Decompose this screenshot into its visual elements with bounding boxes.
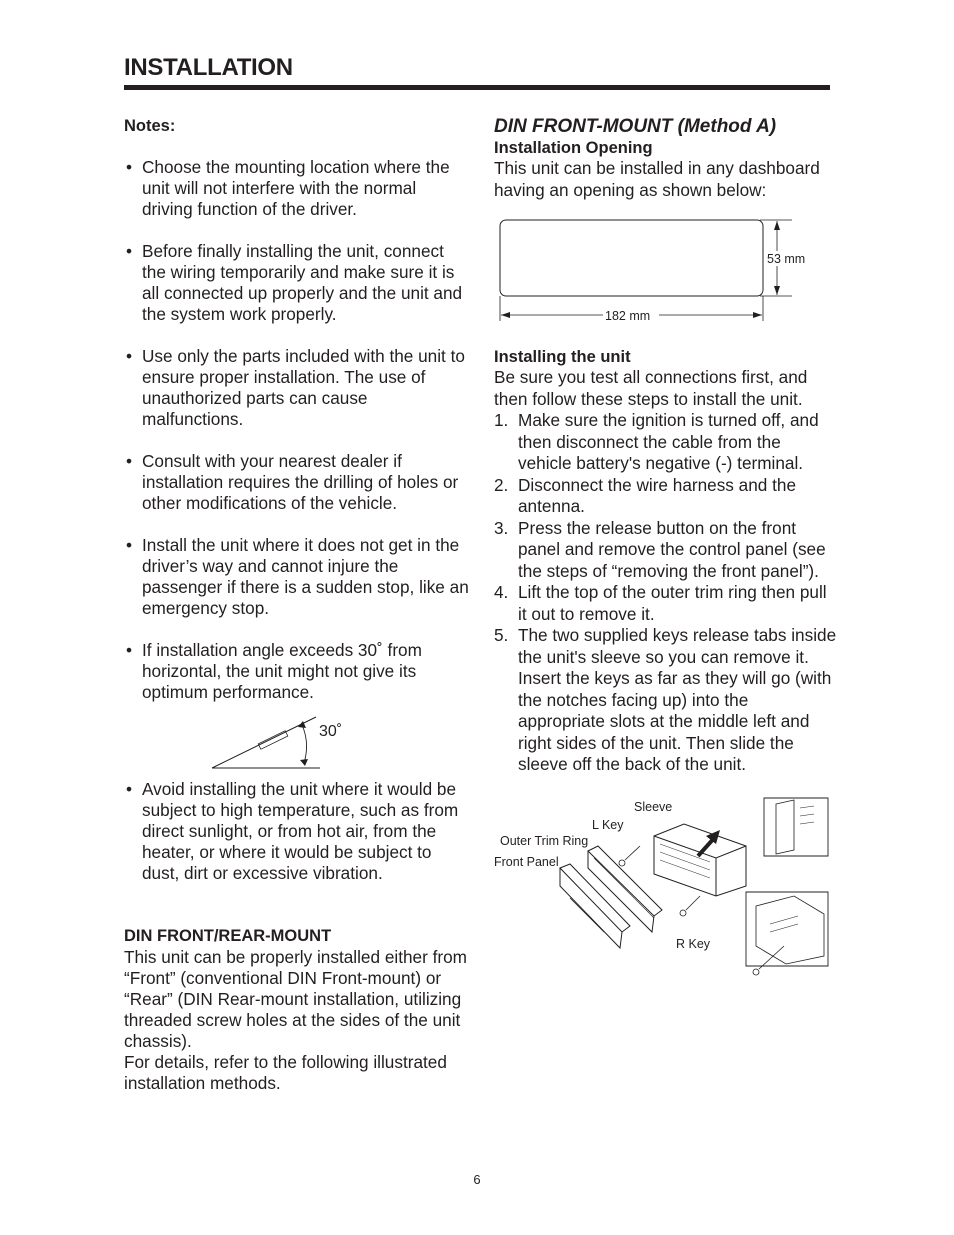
width-arrow-right	[753, 312, 762, 318]
note-item: • Avoid installing the unit where it would be subject to high temperature, such as from direct sunlight, or from hot air, from the heater, or where it would be subject to dust, dirt or excessive vibration.	[124, 779, 469, 884]
step-text: Press the release button on the front panel and remove the control panel (see the steps of “removing the front panel”).	[518, 517, 826, 581]
note-item: • Choose the mounting location where the unit will not interfere with the normal driving function of the driver.	[124, 157, 469, 220]
height-arrow-bottom	[774, 286, 780, 295]
step-number: 5.	[494, 625, 509, 645]
note-item: • Consult with your nearest dealer if installation requires the drilling of holes or other modifications of the vehicle.	[124, 451, 469, 514]
step-number: 1.	[494, 410, 509, 430]
step-item	[494, 475, 839, 518]
note-item: • Use only the parts included with the unit to ensure proper installation. The use of unauthorized parts can cause malfunctions.	[124, 346, 469, 430]
step-item	[494, 582, 839, 625]
step-text: The two supplied keys release tabs inside the unit's sleeve so you can remove it. Insert the keys as far as they will go (with the notches facing up) into the appropriate slots at the middle left and right sides of the unit. Then slide the sleeve off the back of the unit.	[518, 625, 837, 774]
opening-outline	[500, 220, 763, 296]
page-number: 6	[473, 1172, 481, 1187]
sleeve-label: Sleeve	[634, 799, 673, 814]
installation-opening-diagram	[494, 219, 824, 323]
l-key-icon	[619, 846, 640, 866]
note-item: • Install the unit where it does not get in the driver’s way and cannot injure the passenger if there is a sudden stop, like an emergency stop.	[124, 535, 469, 619]
unit-removal-diagram	[494, 796, 834, 986]
angle-label: 30˚	[319, 723, 343, 740]
notes-list	[124, 157, 469, 703]
removal-arrow-icon	[698, 830, 720, 856]
step-item	[494, 410, 839, 475]
installation-steps	[494, 410, 839, 776]
installing-intro: Be sure you test all connections first, and then follow these steps to install the unit.	[494, 367, 808, 409]
arc-arrowhead-bottom	[300, 759, 308, 766]
r-key-label: R Key	[676, 936, 711, 951]
method-title: DIN FRONT-MOUNT (Method A)	[494, 116, 777, 137]
left-column	[124, 116, 469, 1094]
step-text: Make sure the ignition is turned off, and then disconnect the cable from the vehicle battery's negative (-) terminal.	[518, 410, 819, 473]
outer-trim-ring-label: Outer Trim Ring	[500, 833, 589, 848]
opening-text: This unit can be installed in any dashboard having an opening as shown below:	[494, 158, 820, 200]
step-number: 2.	[494, 474, 509, 495]
din-text-2: For details, refer to the following illustrated installation methods.	[124, 1052, 447, 1093]
step-text: Lift the top of the outer trim ring then pull it out to remove it.	[518, 582, 827, 624]
right-column	[494, 116, 839, 986]
notes-list-continued	[124, 779, 469, 884]
outer-trim-ring-drawing	[588, 846, 662, 932]
title-rule	[124, 85, 830, 90]
opening-heading: Installation Opening	[494, 139, 653, 157]
step-number: 4.	[494, 582, 509, 602]
installing-heading: Installing the unit	[494, 348, 631, 366]
step-item	[494, 625, 839, 776]
front-panel-drawing	[560, 864, 630, 948]
din-heading: DIN FRONT/REAR-MOUNT	[124, 927, 332, 945]
left-side-detail-inset	[764, 798, 828, 856]
note-item: • If installation angle exceeds 30˚ from horizontal, the unit might not give its optimum performance.	[124, 640, 469, 703]
height-label: 53 mm	[767, 252, 806, 266]
step-text: Disconnect the wire harness and the antenna.	[518, 474, 797, 516]
l-key-label: L Key	[592, 817, 624, 832]
installation-angle-diagram	[210, 715, 360, 773]
right-side-detail-inset	[746, 892, 828, 975]
notes-label: Notes:	[124, 117, 176, 135]
step-item	[494, 518, 839, 583]
din-text: This unit can be properly installed either from “Front” (conventional DIN Front-mount) or “Rear” (DIN Rear-mount installation, utilizing threaded screw holes at the sides of the unit chassis).	[124, 947, 467, 1051]
front-panel-label: Front Panel	[494, 854, 559, 869]
r-key-icon	[680, 896, 700, 916]
width-label: 182 mm	[605, 309, 651, 323]
angle-arc	[302, 725, 307, 763]
page-title: INSTALLATION	[124, 54, 293, 81]
sleeve-drawing	[654, 824, 746, 896]
step-number: 3.	[494, 517, 509, 538]
width-arrow-left	[501, 312, 510, 318]
note-item: • Before finally installing the unit, connect the wiring temporarily and make sure it is all connected up properly and the unit and the system work properly.	[124, 241, 469, 325]
height-arrow-top	[774, 221, 780, 230]
